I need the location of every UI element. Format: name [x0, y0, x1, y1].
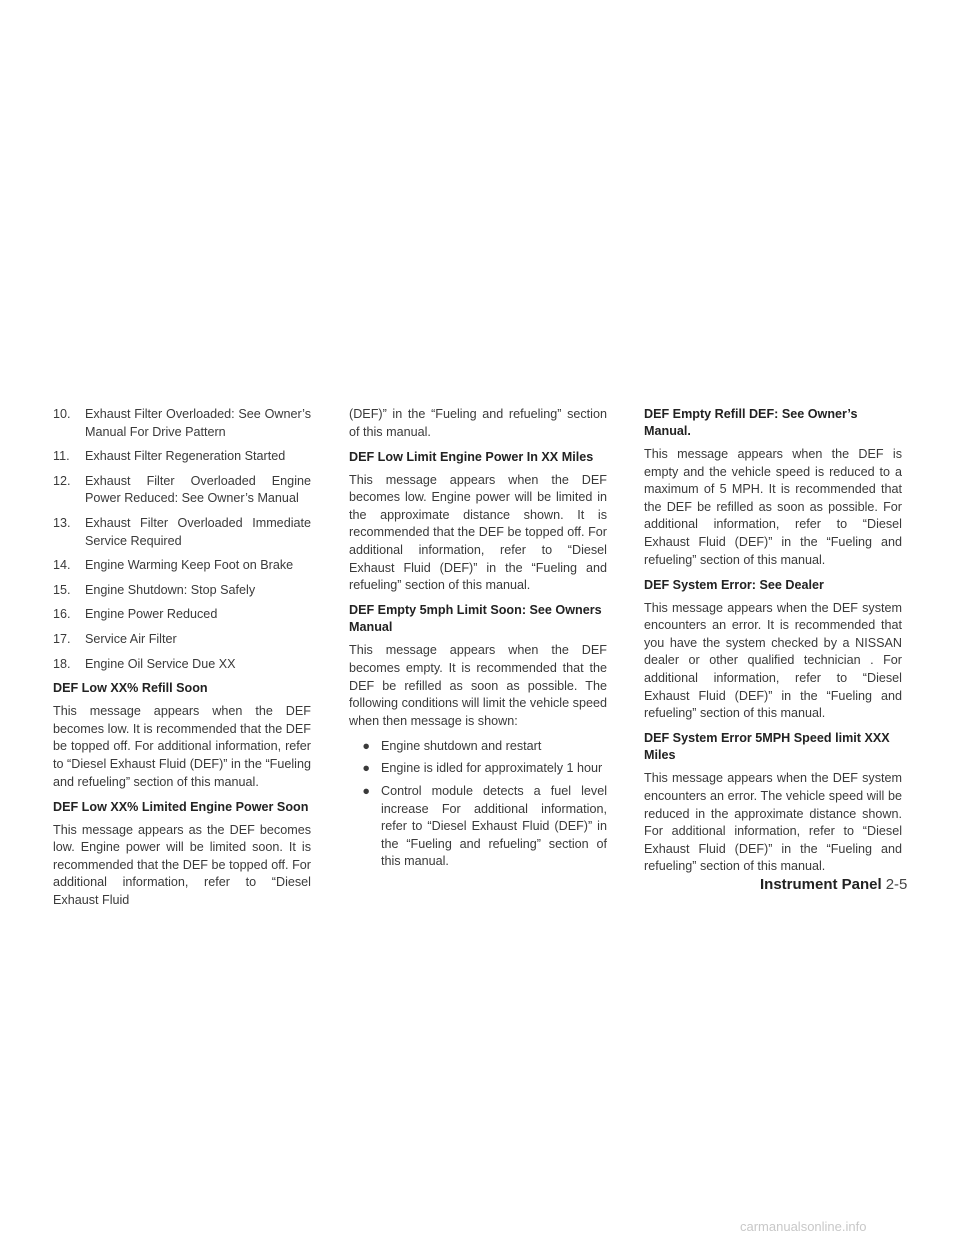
page-number: 2-5 [885, 876, 908, 893]
paragraph: This message appears as the DEF becomes low. Engine power will be limited soon. It is recommended that the DEF be topped off. For additional information, refer to “Diesel Exhaust Fluid [53, 822, 311, 907]
message-list [53, 406, 311, 673]
list-item: 11. Exhaust Filter Regeneration Started [53, 449, 286, 464]
list-item: ● Engine shutdown and restart [349, 738, 607, 756]
paragraph: This message appears when the DEF becomes low. It is recommended that the DEF be topped off. For additional information, refer to “Diesel Exhaust Fluid (DEF)” in the “Fueling and refueling” section of this manual. [53, 704, 311, 789]
bullet-icon: ● [362, 784, 370, 798]
column-2 [349, 406, 607, 877]
list-item: 12. Exhaust Filter Overloaded Engine Power Reduced: See Owner’s Manual [53, 473, 311, 506]
page-footer [760, 876, 907, 894]
list-item: 10. Exhaust Filter Overloaded: See Owner’s Manual For Drive Pattern [53, 407, 311, 439]
heading-def-low-refill: DEF Low XX% Refill Soon [53, 681, 208, 696]
heading-def-low-limited-power: DEF Low XX% Limited Engine Power Soon [53, 799, 309, 814]
list-item: ● Engine is idled for approximately 1 hour [349, 760, 607, 778]
section-title: Instrument Panel [760, 876, 882, 893]
paragraph: This message appears when the DEF becomes empty. It is recommended that the DEF be refilled as soon as possible. The following conditions will limit the vehicle speed when then message is shown: [349, 643, 607, 728]
bullet-icon: ● [362, 738, 370, 753]
paragraph: This message appears when the DEF system encounters an error. The vehicle speed will be reduced in the approximate distance shown. For additional information, refer to “Diesel Exhaust Fluid (DEF)” in the “Fueling and refueling” section of this manual. [644, 771, 902, 874]
column-3 [644, 406, 902, 883]
paragraph: This message appears when the DEF is empty and the vehicle speed is reduced to a maximum of 5 MPH. It is recommended that the DEF be refilled as soon as possible. For additional information, refer to “Diesel Exhaust Fluid (DEF)” in the “Fueling and refueling” section of this manual. [644, 447, 902, 567]
list-item: 13. Exhaust Filter Overloaded Immediate Service Required [53, 515, 311, 548]
column-1 [53, 406, 311, 917]
list-item: 15. Engine Shutdown: Stop Safely [53, 582, 256, 597]
heading-def-empty-refill: DEF Empty Refill DEF: See Owner’s Manual. [644, 407, 858, 438]
paragraph: This message appears when the DEF system encounters an error. It is recommended that you have the system checked by a NISSAN dealer or other qualified technician . For additional information, refer to “Diesel Exhaust Fluid (DEF)” in the “Fueling and refueling” section of this manual. [644, 600, 902, 721]
list-item: 18. Engine Oil Service Due XX [53, 656, 236, 671]
heading-def-empty-5mph: DEF Empty 5mph Limit Soon: See Owners Manual [349, 603, 602, 635]
conditions-list [349, 738, 607, 871]
list-item: 17. Service Air Filter [53, 631, 177, 646]
heading-def-low-limit-miles: DEF Low Limit Engine Power In XX Miles [349, 449, 594, 464]
list-item: 14. Engine Warming Keep Foot on Brake [53, 558, 294, 573]
paragraph: This message appears when the DEF becomes low. Engine power will be limited in the approximate distance shown. It is recommended that the DEF be topped off. For additional information, refer to “Diesel Exhaust Fluid (DEF)” in the “Fueling and refueling” section of this manual. [349, 472, 607, 593]
list-item: ● Control module detects a fuel level increase For additional information, refer to “Diesel Exhaust Fluid (DEF)” in the “Fueling and refueling” section of this manual. [349, 783, 607, 871]
heading-def-system-error: DEF System Error: See Dealer [644, 577, 824, 592]
watermark: carmanualsonline.info [740, 1219, 867, 1234]
list-item: 16. Engine Power Reduced [53, 607, 218, 622]
bullet-icon: ● [362, 761, 370, 776]
heading-def-system-error-5mph: DEF System Error 5MPH Speed limit XXX Miles [644, 731, 890, 763]
paragraph: (DEF)” in the “Fueling and refueling” section of this manual. [349, 407, 607, 439]
